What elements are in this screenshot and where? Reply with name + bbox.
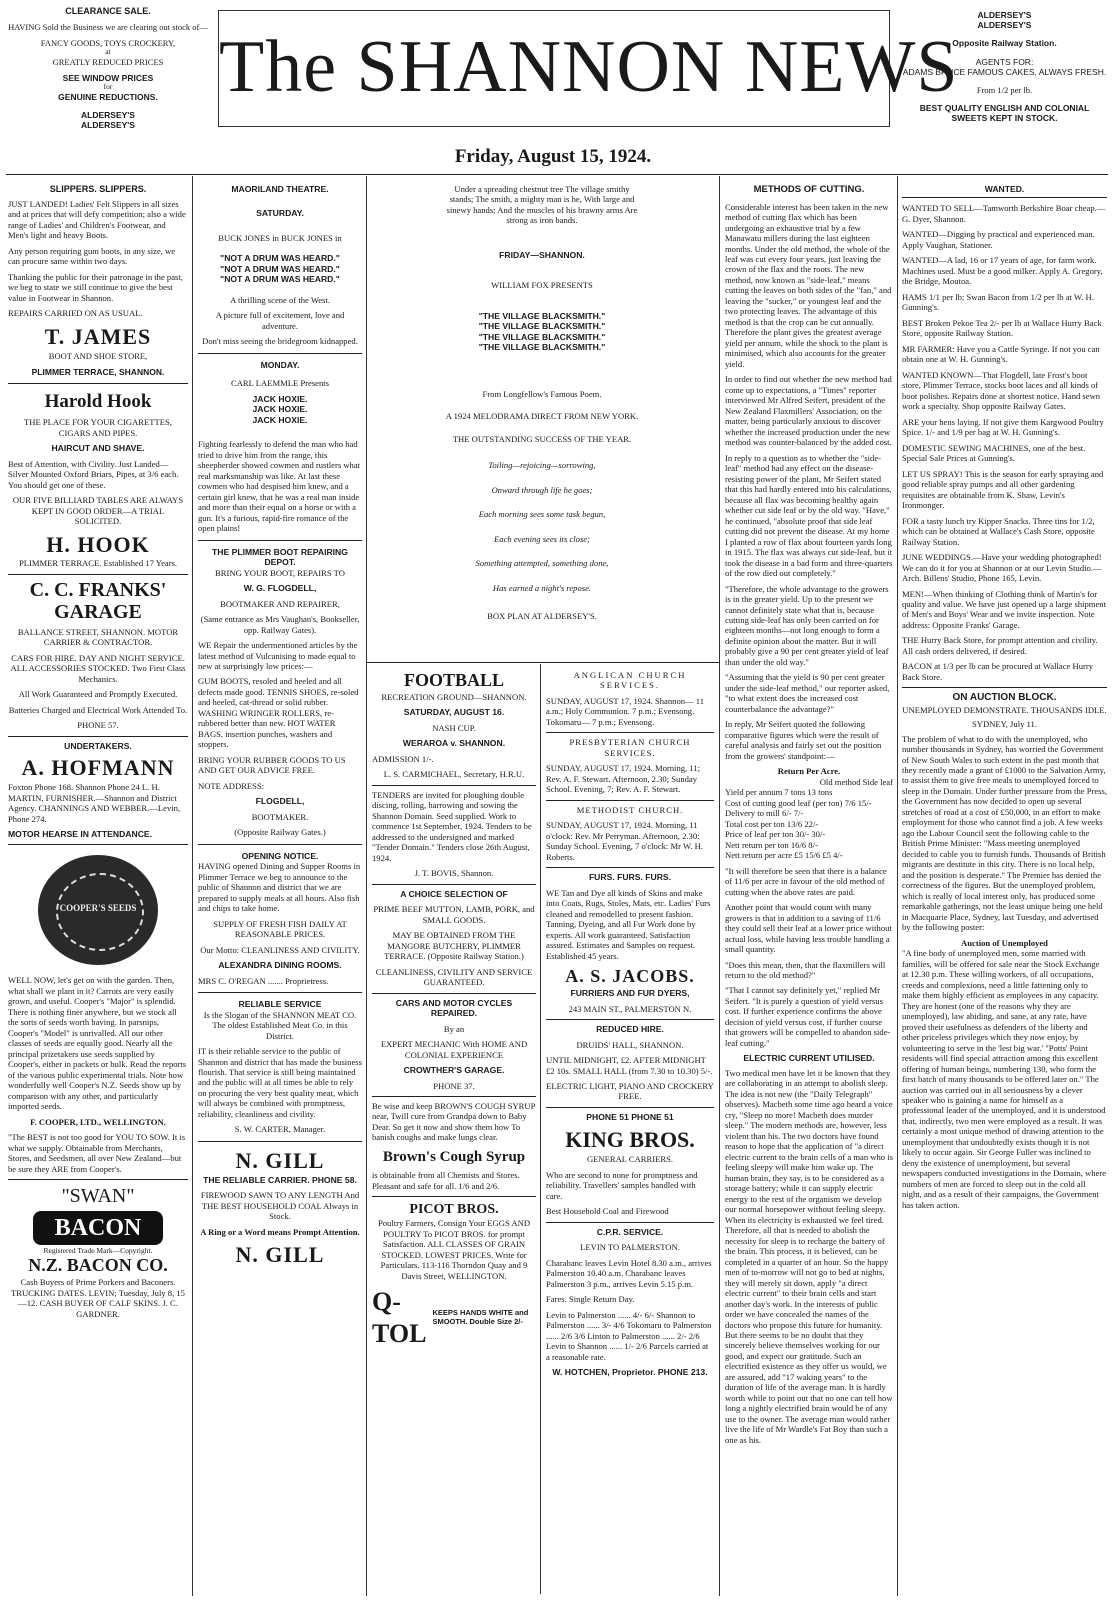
- return-heading: Return Per Acre.: [777, 766, 841, 777]
- electric-text: ELECTRIC LIGHT, PIANO AND CROCKERY FREE.: [546, 1081, 714, 1102]
- picture-text: A picture full of excitement, love and adventure.: [215, 310, 345, 331]
- cars-heading: CARS AND MOTOR CYCLES REPAIRED.: [395, 997, 513, 1019]
- poem-line: Toiling—rejoicing—sorrowing,: [488, 460, 596, 471]
- village-blacksmith-ad: [372, 180, 712, 660]
- left-ear-line: at: [105, 47, 111, 57]
- franks-batt: Batteries Charged and Electrical Work Attended To.: [8, 704, 188, 715]
- left-ear-line: SEE WINDOW PRICES: [62, 73, 154, 84]
- gumboots-text: Any person requiring gum boots, in any size, we can procure same within two days.: [8, 245, 176, 267]
- phone-51: PHONE 51 PHONE 51: [586, 1111, 674, 1122]
- reduced-heading: REDUCED HIRE.: [596, 1024, 664, 1035]
- jacobs-addr: 243 MAIN ST., PALMERSTON N.: [568, 1003, 692, 1014]
- article-paragraph: In order to find out whether the new method had come up to expectations, a "Times" reporter interviewed Mr Alfred Seifert, president of the New Zealand Flaxmillers' Association, on the matter, being particularly anxious to discover whether the increased production under the new method was counter-balanced by the added cost.: [725, 374, 892, 448]
- return-row: Total cost per ton 13/6 22/-: [725, 818, 819, 829]
- electric-heading: ELECTRIC CURRENT UTILISED.: [743, 1053, 875, 1064]
- seeds-firm: F. COOPER, LTD., WELLINGTON.: [30, 1116, 166, 1127]
- hofmann-hearse: MOTOR HEARSE IN ATTENDANCE.: [8, 828, 153, 839]
- left-ear-line: HAVING Sold the Business we are clearing out stock of—: [8, 22, 208, 32]
- flogdell-name: FLOGDELL,: [255, 796, 305, 807]
- hoxie-title: JACK HOXIE.: [252, 414, 308, 425]
- classified-ad: THE Hurry Back Store, for prompt attention and civility. All cash orders delivered, if desired.: [902, 635, 1098, 656]
- wanted-heading: WANTED.: [984, 184, 1025, 194]
- from-text: From Longfellow's Famous Poem.: [482, 388, 602, 399]
- right-ear-line: ADAMS BRUCE FAMOUS CAKES, ALWAYS FRESH.: [902, 66, 1107, 77]
- poem-text: Under a spreading chestnut tree The village smithy stands; The smith, a mighty man is he, With large and sinewy hands; And the muscles of his brawny arms Are strong as iron bands.: [446, 184, 638, 226]
- reliable-body: IT is their reliable service to the public of Shannon and district that has made the business flourish. That service is still being maintained and the public will at all times be able to rely on procuring the very best quality meat, which will always be combined with promptness, reliability, cleanliness and civility.: [198, 1046, 362, 1119]
- box-plan: BOX PLAN AT ALDERSEY'S.: [487, 611, 597, 622]
- presb-body: SUNDAY, AUGUST 17, 1924. Morning, 11; Rev. A. F. Stewart. Afternoon, 2.30; Sunday School. Evening, 7; Rev. A. F. Stewart.: [546, 763, 700, 795]
- cutting-heading: METHODS OF CUTTING.: [753, 184, 865, 195]
- chara-body: Charabanc leaves Levin Hotel 8.30 a.m., arrives Palmerston 10.40 a.m. Charabanc leaves Palmerston 3 p.m., arrives Levin 5.15 p.m.: [546, 1257, 712, 1289]
- classified-ad: WANTED TO SELL—Tamworth Berkshire Boar cheap.—G. Dyer, Shannon.: [902, 203, 1106, 224]
- hook-billiard: OUR FIVE BILLIARD TABLES ARE ALWAYS KEPT IN GOOD ORDER—A TRIAL SOLICITED.: [12, 495, 184, 527]
- mangore: MAY BE OBTAINED FROM THE MANGORE BUTCHERY, PLIMMER TERRACE. (Opposite Railway Station.): [384, 930, 524, 962]
- presb-heading: PRESBYTERIAN CHURCH SERVICES.: [569, 737, 691, 758]
- classified-ad: WANTED—Digging by practical and experienced man. Apply Vaughan, Stationer.: [902, 229, 1095, 250]
- football-date: SATURDAY, AUGUST 16.: [403, 707, 505, 718]
- left-ear-line: ALDERSEY'S: [81, 120, 135, 131]
- theatre-heading: MAORILAND THEATRE.: [231, 184, 329, 194]
- sydney-dateline: SYDNEY, July 11.: [972, 719, 1037, 730]
- return-row: Delivery to mill 6/- 7/-: [725, 808, 804, 819]
- left-ear-line: FANCY GOODS, TOYS CROCKERY,: [40, 38, 176, 49]
- article-paragraph: "Therefore, the whole advantage to the growers is in the greater yield. Up to the present we cannot definitely state what that is, because cutting side-leaf has only been carried on for eighteen months—not long enough to form a definite opinion about the matter. But it will probably give a 90 per cent greater yield of leaf than under the old way.": [725, 583, 889, 667]
- fares-table: Levin to Palmerston ...... 4/- 6/- Shannon to Palmerston ...... 3/- 4/6 Tokomaru to Palmerston ...... 2/6 3/6 Linton to Palmerston ...... 2/- 2/6 Levin to Shannon ...... 1/- 2/6 Parcels carried at a reasonable rate.: [546, 1309, 712, 1362]
- column-divider: [540, 664, 541, 1594]
- king-sub: GENERAL CARRIERS.: [586, 1154, 674, 1165]
- article-paragraph: In reply, Mr Seifert quoted the following comparative figures which were the result of careful analysis and fairly set out the position from the growers' standpoint:—: [725, 719, 882, 761]
- bacon-body: Cash Buyers of Prime Porkers and Baconers. TRUCKING DATES. LEVIN; Tuesday, July 8, 15—12. CASH BUYER OF CALF SKINS. J. C. GARDNER.: [11, 1277, 185, 1319]
- boot-maker: BOOTMAKER AND REPAIRER,: [220, 598, 340, 609]
- gill-name: N. GILL: [235, 1147, 325, 1173]
- dining-name: ALEXANDRA DINING ROOMS.: [218, 960, 342, 971]
- levin-heading: LEVIN TO PALMERSTON.: [580, 1242, 680, 1253]
- qtol-logo: Q-TOL: [372, 1287, 427, 1348]
- bacon-logo: BACON: [33, 1211, 163, 1245]
- column-4b: [546, 670, 714, 1595]
- football-match: WERAROA v. SHANNON.: [402, 738, 506, 749]
- dont-miss: Don't miss seeing the bridegroom kidnapped.: [202, 336, 358, 347]
- franks-phone: PHONE 57.: [77, 720, 119, 731]
- expert-text: EXPERT MECHANIC With HOME AND COLONIAL EXPERIENCE: [380, 1039, 528, 1060]
- slippers-heading: SLIPPERS. SLIPPERS.: [49, 184, 147, 194]
- gill-sub: THE RELIABLE CARRIER. PHONE 58.: [203, 1174, 357, 1185]
- flogdell-opp: (Opposite Railway Gates.): [234, 827, 326, 838]
- boot-items: GUM BOOTS, resoled and heeled and all defects made good. TENNIS SHOES, re-soled and heeled, cat-thread or solid rubber. WASHING WRINGER ROLLERS, re-rubbered better than new. HOT WATER BAGS, insertion punches, washers and stoppers.: [198, 676, 359, 750]
- boot-bring2: BRING YOUR RUBBER GOODS TO US AND GET OUR ADVICE FREE.: [198, 754, 346, 776]
- hook-addr: PLIMMER TERRACE. Established 17 Years.: [18, 558, 178, 569]
- demo-heading: UNEMPLOYED DEMONSTRATE. THOUSANDS IDLE.: [902, 704, 1107, 715]
- right-ear-ad: [902, 10, 1107, 124]
- bovis: J. T. BOVIS, Shannon.: [414, 868, 494, 879]
- jacobs-name: A. S. JACOBS.: [565, 966, 695, 987]
- meth-heading: METHODIST CHURCH.: [576, 804, 684, 815]
- druids: DRUIDS' HALL, SHANNON.: [576, 1039, 684, 1050]
- classified-ad: ARE your hens laying. If not give them Kargwood Poultry Spice. 1/- and 1/9 per bag at W. H. Gunning's.: [902, 416, 1104, 438]
- classified-ad: MEN!—When thinking of Clothing think of Martin's for quality and value. We have just opened up a large shipment of Men's and Boys' Wear and we invite inspection. Note address: Opposite Franks' Garage.: [902, 588, 1106, 630]
- right-ear-line: ALDERSEY'S: [977, 10, 1032, 20]
- right-ear-line: BEST QUALITY ENGLISH AND COLONIAL SWEETS KEPT IN STOCK.: [919, 103, 1090, 124]
- gill-body: FIREWOOD SAWN TO ANY LENGTH And THE BEST HOUSEHOLD COAL Always in Stock.: [200, 1190, 360, 1222]
- slippers-body: JUST LANDED! Ladies' Felt Slippers in all sizes and at prices that will defy competition; also a wide range of Ladies' and Children's Footwear, and Men's light and heavy Boots.: [8, 198, 186, 241]
- crowther: CROWTHER'S GARAGE.: [403, 1065, 505, 1076]
- classified-ad: MR FARMER: Have you a Cattle Syringe. If not you can obtain one at W. H. Gunning's.: [902, 343, 1100, 365]
- poem-line: Has earned a night's repose.: [492, 582, 592, 593]
- return-row: Price of leaf per ton 30/- 30/-: [725, 829, 826, 840]
- electric-body: Two medical men have let it be known that they are collaborating in an attempt to abolish sleep. The idea is not new (the "Daily Telegraph" observes). Macbeth some time ago heard a voice cry, "Sleep no more! Macbeth does murder sleep." The modern methods are, however, less violent than his. The two doctors have found reason to hope that the application of "a direct electric current to the brain cells of a man who is feeling sleepy will make him wake up. The human brain, they say, is to be considered as a storage battery; while it can supply electric energy to the rest of the organism we develop our normal horsepower without feeling sleepy. When its electricity is exhausted we feel tired. Therefore, all that is needed to abolish the necessity for sleep is to recharge the battery of the brain. This process, it is believed, can be completed in a quarter of an hour. So the happy men of to-morrow will not go to bed at nights, they will merely sit down, apply "a direct electric current" to their brain cells and start another day's work. In the interests of public order we have concealed the names of the doctors who propose this future for humanity. But there seems to be no doubt that they sincerely believe themselves working for our good, and expect our gratitude. Such an electrified existence as they offer us would, we are assured, add "17 waking years" to the duration of life of the average man. It is hardly worth while to point out that no one can tell how long a nightly electrified brain would be of any use to the owner. The average man would rather live the life of Mr Wardle's Fat Boy than such a one as his.: [725, 1067, 893, 1445]
- left-ear-line: GREATLY REDUCED PRICES: [52, 57, 164, 67]
- jacobs-sub: FURRIERS AND FUR DYERS,: [570, 988, 690, 999]
- issue-date: Friday, August 15, 1924.: [454, 146, 652, 167]
- drum-title: "NOT A DRUM WAS HEARD.": [220, 263, 340, 274]
- cough-verse: Be wise and keep BROWN'S COUGH SYRUP near, Twill cure from Grandpa down to Baby Dear. So get it now and show them how To banish coughs and make lungs clear.: [372, 1101, 536, 1143]
- james-addr: PLIMMER TERRACE, SHANNON.: [31, 366, 165, 377]
- coopers-seal-logo: [38, 855, 158, 965]
- laemmle-text: CARL LAEMMLE Presents: [230, 378, 330, 389]
- article-paragraph: "Assuming that the yield is 90 per cent greater under the side-leaf method," our reporter asked, "to what extent does the increased cost counterbalance the advantage?": [725, 672, 890, 714]
- vb-title: "THE VILLAGE BLACKSMITH.": [478, 310, 606, 321]
- admission: ADMISSION 1/-.: [372, 753, 434, 764]
- column-divider: [366, 176, 367, 1596]
- phone-37: PHONE 37.: [433, 1080, 475, 1091]
- boot-body: WE Repair the undermentioned articles by the latest method of Vulcanising to made equal to new at surprisingly low prices:—: [198, 640, 358, 671]
- tenders-body: TENDERS are invited for ploughing double discing, rolling, harrowing and sowing the Shannon Domain. Seed supplied. Work to commence 1st September, 1924. Tenders to be addressed to the undersigned and marked "Tender Domain." Tenders close 26th August, 1924.: [372, 789, 532, 863]
- left-ear-line: GENUINE REDUCTIONS.: [58, 92, 158, 102]
- undertakers-heading: UNDERTAKERS.: [64, 740, 132, 751]
- return-cols: Old method Side leaf: [819, 776, 893, 787]
- hoxie-title: JACK HOXIE.: [252, 393, 308, 404]
- qtol-side: KEEPS HANDS WHITE and SMOOTH. Double Size 2/-: [432, 1308, 529, 1326]
- column-divider: [897, 176, 898, 1596]
- boot-heading: THE PLIMMER BOOT REPAIRING DEPOT.: [212, 546, 348, 568]
- anglican-heading: ANGLICAN CHURCH SERVICES.: [573, 670, 687, 691]
- classified-ad: BACON at 1/3 per lb can be procured at Wallace Hurry Back Store.: [902, 661, 1094, 682]
- hire-body: UNTIL MIDNIGHT, £2. AFTER MIDNIGHT £2 10s. SMALL HALL (from 7.30 to 10.30) 5/-.: [546, 1055, 713, 1076]
- classified-ad: JUNE WEDDINGS.—Have your wedding photographed! We can do it for you at Shannon or at our Levin Studio.—Arch. Billens' Studio, Phone 165, Levin.: [902, 552, 1102, 584]
- left-ear-heading: CLEARANCE SALE.: [65, 6, 151, 16]
- fox-presents: WILLIAM FOX PRESENTS: [491, 280, 593, 291]
- furs-body: WE Tan and Dye all kinds of Skins and make into Coats, Rugs, Stoles, Mats, etc. Ladies' Furs cleaned and remodelled to present fashion. Tanning, Dyeing, and all Fur Work done by experts. All work guaranteed. Satisfaction assured. Estimates and Samples on request. Established 45 years.: [546, 887, 711, 961]
- football-ground: RECREATION GROUND—SHANNON.: [381, 691, 527, 702]
- column-divider: [719, 176, 720, 1596]
- classified-ad: BEST Broken Pekoe Tea 2/- per lb at Wallace Hurry Back Store, opposite Railway Station.: [902, 317, 1102, 339]
- auction-sub: Auction of Unemployed: [961, 937, 1048, 948]
- football-heading: FOOTBALL: [403, 670, 505, 690]
- left-ear-line: ALDERSEY'S: [81, 110, 135, 121]
- masthead-box: [218, 10, 959, 127]
- note-address: NOTE ADDRESS:: [198, 780, 265, 791]
- auction-body: The problem of what to do with the unemployed, who number thousands in Sydney, has worried the Government of New South Wales to such extent in the past month that they recently made a grant of £1000 to the Salvation Army, to assist them to give free meals to unemployed forced to sleep in the Domain. Under further pressure from the Press, the Government has now decided to open up several stretches of road at a cost of £50,000, in an effort to make employment for those who cannot find a job. A few weeks ago the Labour Council sent the following cable to the British Prime Minister: "Mass meeting unemployed decided to cable you to furnish funds. Thousands of British migrants are destitute in this city. There is no local help, and the position is desperate." The Premier has denied the correctness of the figures. But the unemployed problem, which is really of local interest only, has produced some remarkable gatherings, not the least unique being one held in Macquarie Place, Sydney, last Tuesday, and advertised by the following poster:: [902, 733, 1107, 933]
- hook-hair: HAIRCUT AND SHAVE.: [51, 443, 145, 454]
- thanks-text: Thanking the public for their patronage in the past, we beg to state we still continue to give the best value in Footwear in Shannon.: [8, 271, 183, 303]
- repairs-text: REPAIRS CARRIED ON AS USUAL.: [8, 308, 143, 319]
- drum-title: "NOT A DRUM WAS HEARD.": [220, 274, 340, 285]
- newspaper-title: The SHANNON NEWS: [219, 26, 959, 108]
- classified-ad: HAMS 1/1 per lb; Swan Bacon from 1/2 per lb at W. H. Gunning's.: [902, 291, 1094, 313]
- bacon-reg: Registered Trade Mark—Copyright.: [43, 1245, 153, 1255]
- article-paragraph: Considerable interest has been taken in the new method of cutting flax which has been undergoing an exhaustive trial by a few Manawatu millers during the last eighteen months. Under the old method, the whole of the leaf was cut every four years, just leaving the crown of the flax and the roots. The new method, now known as "side-leaf," means cutting the leaves on both sides of the "fan," and leaving the "sucker," or youngest leaf and the two protecting leaves. The advantage of this method is that the crop can be cut annually. Therefore the plant gives the greatest average yield per annum, while the shock to the plant is minimised, which also accounts for the greater yield.: [725, 201, 892, 369]
- browns-body: is obtainable from all Chemists and Stores. Pleasant and safe for all. 1/6 and 2/6.: [372, 1170, 520, 1191]
- boot-name: W. G. FLOGDELL,: [243, 583, 317, 594]
- classified-ad: WANTED KNOWN—That Flogdell, late Frost's boot store, Plimmer Terrace, stocks boot laces and all kinds of boot polishes. Repairs done at shortest notice. Hand sewn work a specialty. Shop opposite Railway Gates.: [902, 369, 1101, 412]
- franks-hire: CARS FOR HIRE. DAY AND NIGHT SERVICE. ALL ACCESSORIES STOCKED. Two First Class Mechanics.: [10, 652, 186, 684]
- swan-title: "SWAN": [61, 1185, 135, 1208]
- seeds-best: "The BEST is not too good for YOU TO SOW. It is what we supply. Obtainable from Merchants, Stores, and Seedsmen, all over New Zealand—but be sure they ARE from Cooper's.: [8, 1132, 186, 1174]
- carmichael: L. S. CARMICHAEL, Secretary, H.R.U.: [383, 769, 525, 780]
- picot-title: PICOT BROS.: [409, 1202, 499, 1218]
- meat-heading: A CHOICE SELECTION OF: [400, 888, 508, 899]
- section-rule: [366, 662, 719, 663]
- column-5: [725, 180, 893, 1595]
- article-paragraph: Another point that would count with many growers is that in addition to a saving of 11/6 they could sell their leaf at a lower price without actual loss, while having less trouble handling a small quantity.: [725, 902, 892, 955]
- cpr-heading: C.P.R. SERVICE.: [596, 1226, 664, 1237]
- column-2: [198, 180, 362, 1595]
- anglican-body: SUNDAY, AUGUST 17, 1924. Shannon— 11 a.m.; Holy Communion. 7 p.m.; Evensong. Tokomaru— 7 p.m.; Evensong.: [546, 695, 705, 727]
- hook-title: Harold Hook: [44, 391, 152, 413]
- poem-line: Something attempted, something done,: [475, 558, 609, 569]
- poem-line: Onward through life he goes;: [491, 484, 593, 495]
- classified-ad: LET US SPRAY! This is the season for early spraying and good reliable spray pumps and all other gardening requisites are obtainable from K. Shaw, Levin's Ironmonger.: [902, 468, 1104, 511]
- right-ear-line: ALDERSEY'S: [977, 20, 1032, 31]
- right-ear-line: From 1/2 per lb.: [976, 84, 1033, 95]
- hook-name: H. HOOK: [46, 531, 150, 557]
- column-1: [8, 180, 188, 1595]
- opening-heading: OPENING NOTICE.: [241, 850, 319, 861]
- vb-title: "THE VILLAGE BLACKSMITH.": [478, 331, 606, 342]
- article-paragraph: "It will therefore be seen that there is a balance of 11/6 per acre in favour of the old method of cutting when the above rates are paid.: [725, 865, 887, 897]
- return-row: Yield per annum 7 tons 13 tons: [725, 787, 833, 798]
- seal-label: COOPER'S SEEDS: [59, 903, 137, 914]
- opening-body: HAVING opened Dining and Supper Rooms in Plimmer Terrace we beg to announce to the public of Shannon and district that we are prepared to supply meals at all hours. Also fish and chips to take home.: [198, 861, 361, 914]
- buck-jones: BUCK JONES in BUCK JONES in: [218, 232, 342, 243]
- auction-body-2: "A fine body of unemployed men, some married with families, will be offered for sale near the Stock Exchange at 12.30 p.m. These willing workers, of all occupations, creeds and complexions, need a little fattening only to make them highly efficient as employees in any capacity. They are honest (one of the reasons why they are unemployed), law abiding, and sane, at any rate, have proved their usefulness as defenders of the liberty and other priceless privileges which they now enjoy, by volunteering to serve in the 'lest big war.' "Potts' Point residents will find special attraction among this excellent offering of human beings, numbering 130, who form the first batch of many thousands to be offered later on." The auction was carried out in all seriousness by a clever speaker who is gaining a name for himself as a professional leader of the unemployed, and it is understood that, indirectly, two men were employed as a result. It was certainly a most unique method of drawing attention to the unemployment that undoubtedly exists though it is not likely to occur again. Sir George Fuller was inclined to deny the existence of unemployment, but several newspapers conducted investigations in the Domain, where numbers of men are forced to sleep out in the cold all night, and as a result of their campaigns, the Government has taken action.: [902, 948, 1107, 1210]
- king-body: Who are second to none for promptness and reliability. Travellers' samples handled with care.: [546, 1169, 698, 1201]
- hook-body: Best of Attention, with Civility. Just Landed—Silver Mounted Oxford Briars, Pipes, at 3/6 each. You should get one of these.: [8, 458, 179, 490]
- carter-sign: S. W. CARTER, Manager.: [234, 1124, 326, 1135]
- gill-name-2: N. GILL: [235, 1242, 325, 1268]
- poem-line: Each evening sees its close;: [494, 533, 590, 544]
- gill-ring: A Ring or a Word means Prompt Attention.: [200, 1226, 360, 1237]
- drum-title: "NOT A DRUM WAS HEARD.": [220, 253, 340, 264]
- seeds-body: WELL NOW, let's get on with the garden. Then, what shall we plant in it? Carrots are very easily grown, and useful. Cooper's "Major" is splendid. There is nothing finer anywhere, but we stock all the sorts of seeds worth having. In parsnips, Cooper's "Model" is unrivalled. All our other classes of seeds are equally good. Nearly all the principal prizetakers use seeds supplied by Cooper's, either in packets or bulk. Read the reports of the various public experimental trials. Note how wonderfully well Cooper's N.Z. Seeds show up by comparison with any other, and particularly imported seeds.: [8, 975, 187, 1112]
- hook-sub: THE PLACE FOR YOUR CIGARETTES, CIGARS AND PIPES.: [24, 417, 172, 438]
- return-row: Nett return per ton 16/6 8/-: [725, 839, 818, 850]
- franks-sub: BALLANCE STREET, SHANNON. MOTOR CARRIER & CONTRACTOR.: [17, 626, 179, 648]
- flogdell-sub: BOOTMAKER.: [251, 811, 309, 822]
- return-row: Cost of cutting good leaf (per ton) 7/6 15/-: [725, 797, 872, 808]
- classified-ad: FOR a tasty lunch try Kipper Snacks. Three tins for 1/2, which can be obtained at Wallace's Cash Store, opposite Railway Station.: [902, 515, 1095, 547]
- james-sub: BOOT AND SHOE STORE,: [48, 350, 148, 361]
- reliable-sub: Is the Slogan of the SHANNON MEAT CO. The oldest Established Meat Co. in this District.: [203, 1009, 357, 1041]
- article-paragraph: In reply to a question as to whether the "side-leaf" method had any effect on the disease-resisting power of the plant, Mr Seifert stated that this had hardly entered into his calculations, because all flax was becoming healthy again whether cut side leaf or by the old way. "Have," he continued, "absolute proof that side leaf cutting did not prevent the disease. At my home I planted a row of flax about fourteen yards long in 1915. The flax was always cut side-leaf, but it took the disease in a bad form and three-quarters of the row died out completely.": [725, 452, 893, 579]
- classified-ad: WANTED—A lad, 16 or 17 years of age, for farm work. Machines used. Must be a good milker. Apply A. Gregory, the Bridge, Moutoa.: [902, 255, 1103, 287]
- vb-title: "THE VILLAGE BLACKSMITH.": [478, 342, 606, 353]
- bacon-co: N.Z. BACON CO.: [28, 1255, 168, 1276]
- fish-text: SUPPLY OF FRESH FISH DAILY AT REASONABLE PRICES.: [213, 918, 347, 940]
- poem-line: Each morning sees some task begun,: [478, 509, 606, 520]
- browns-title: Brown's Cough Syrup: [382, 1148, 526, 1165]
- friday-label: FRIDAY—SHANNON.: [499, 249, 585, 260]
- boot-bring: BRING YOUR BOOT, REPAIRS TO: [215, 567, 345, 578]
- column-6: [902, 180, 1107, 1595]
- james-name: T. JAMES: [44, 323, 152, 349]
- oregan-text: MRS C. O'REGAN ....... Proprietress.: [198, 975, 329, 986]
- left-ear-ad: [8, 6, 208, 131]
- by-text: By an: [443, 1023, 465, 1034]
- hofmann-body: Foxton Phone 168. Shannon Phone 24 L. H. MARTIN, FURNISHER.—Shannon and District Agency. CHANNINGS AND WEBBER.—Levin, Phone 274.: [8, 782, 181, 824]
- classified-ad: DOMESTIC SEWING MACHINES, one of the best. Special Sale Prices at Gunning's.: [902, 442, 1086, 464]
- reliable-heading: RELIABLE SERVICE: [238, 999, 322, 1010]
- left-ear-line: for: [103, 82, 113, 92]
- return-row: Nett return per acre £5 15/6 £5 4/-: [725, 850, 843, 861]
- article-paragraph: "Does this mean, then, that the flaxmillers will return to the old method?": [725, 959, 886, 980]
- meth-body: SUNDAY, AUGUST 17, 1924. Morning, 11 o'clock: Rev. Mr Perryman. Afternoon, 2.30: Sunday School. Evening, 7 o'clock: Mr W. H. Roberts.: [546, 820, 703, 862]
- monday-label: MONDAY.: [260, 359, 300, 370]
- nash-cup: NASH CUP.: [432, 722, 476, 733]
- boot-note: (Same entrance as Mrs Vaughan's, Bookseller, opp. Railway Gates).: [200, 614, 360, 635]
- qtol-ad: [372, 1286, 536, 1349]
- king-title: KING BROS.: [565, 1127, 695, 1153]
- article-paragraph: "That I cannot say definitely yet," replied Mr Seifert. "It is purely a question of yield versus cost. If further experience confirms the above decision of yield versus cost, if further course that growers will be compelled to abandon side-leaf cutting.": [725, 985, 891, 1048]
- franks-title: C. C. FRANKS' GARAGE: [29, 578, 167, 623]
- thrill-text: A thrilling scene of the West.: [230, 294, 330, 305]
- right-ear-line: Opposite Railway Station.: [952, 38, 1057, 49]
- fares-heading: Fares. Single Return Day.: [546, 1294, 635, 1305]
- hofmann-name: A. HOFMANN: [21, 755, 175, 781]
- coal-text: Best Household Coal and Firewood: [546, 1206, 669, 1217]
- hotchen: W. HOTCHEN, Proprietor. PHONE 213.: [552, 1367, 708, 1378]
- picot-body: Poultry Farmers, Consign Your EGGS AND POULTRY To PICOT BROS. for prompt Satisfaction. ALL CLASSES OF GRAIN STOCKED. LOWEST PRICES. Write for Particulars. 113-116 Thorndon Quay and 9 Davis Street, WELLINGTON.: [377, 1218, 531, 1281]
- hoxie-title: JACK HOXIE.: [252, 404, 308, 415]
- hoxie-body: Fighting fearlessly to defend the man who had tried to drive him from the range, this sheepherder showed cowmen and rustlers what real marksmanship was like. At last these cowmen who had despised him knew, and a certain girl knew, that he was a real man inside and more than their equal on a horse or with a gun. It's a furious, rapid-fire romance of the open plains!: [198, 439, 361, 534]
- meat-body: PRIME BEEF MUTTON, LAMB, PORK, and SMALL GOODS.: [373, 904, 535, 925]
- masthead-rule: [6, 174, 1108, 175]
- saturday-label: SATURDAY.: [256, 208, 304, 219]
- melo-text: A 1924 MELODRAMA DIRECT FROM NEW YORK.: [445, 411, 639, 422]
- motto-text: Our Motto: CLEANLINESS AND CIVILITY.: [200, 944, 360, 955]
- furs-heading: FURS. FURS. FURS.: [588, 872, 672, 883]
- column-3b: [372, 670, 536, 1595]
- right-ear-line: AGENTS FOR:: [975, 56, 1034, 67]
- franks-work: All Work Guaranteed and Promptly Executed.: [18, 689, 178, 700]
- vb-title: "THE VILLAGE BLACKSMITH.": [478, 321, 606, 332]
- auction-heading: ON AUCTION BLOCK.: [952, 692, 1057, 704]
- clean-text: CLEANLINESS, CIVILITY AND SERVICE GUARANTEED.: [375, 966, 533, 988]
- success-text: THE OUTSTANDING SUCCESS OF THE YEAR.: [452, 433, 632, 444]
- column-divider: [192, 176, 193, 1596]
